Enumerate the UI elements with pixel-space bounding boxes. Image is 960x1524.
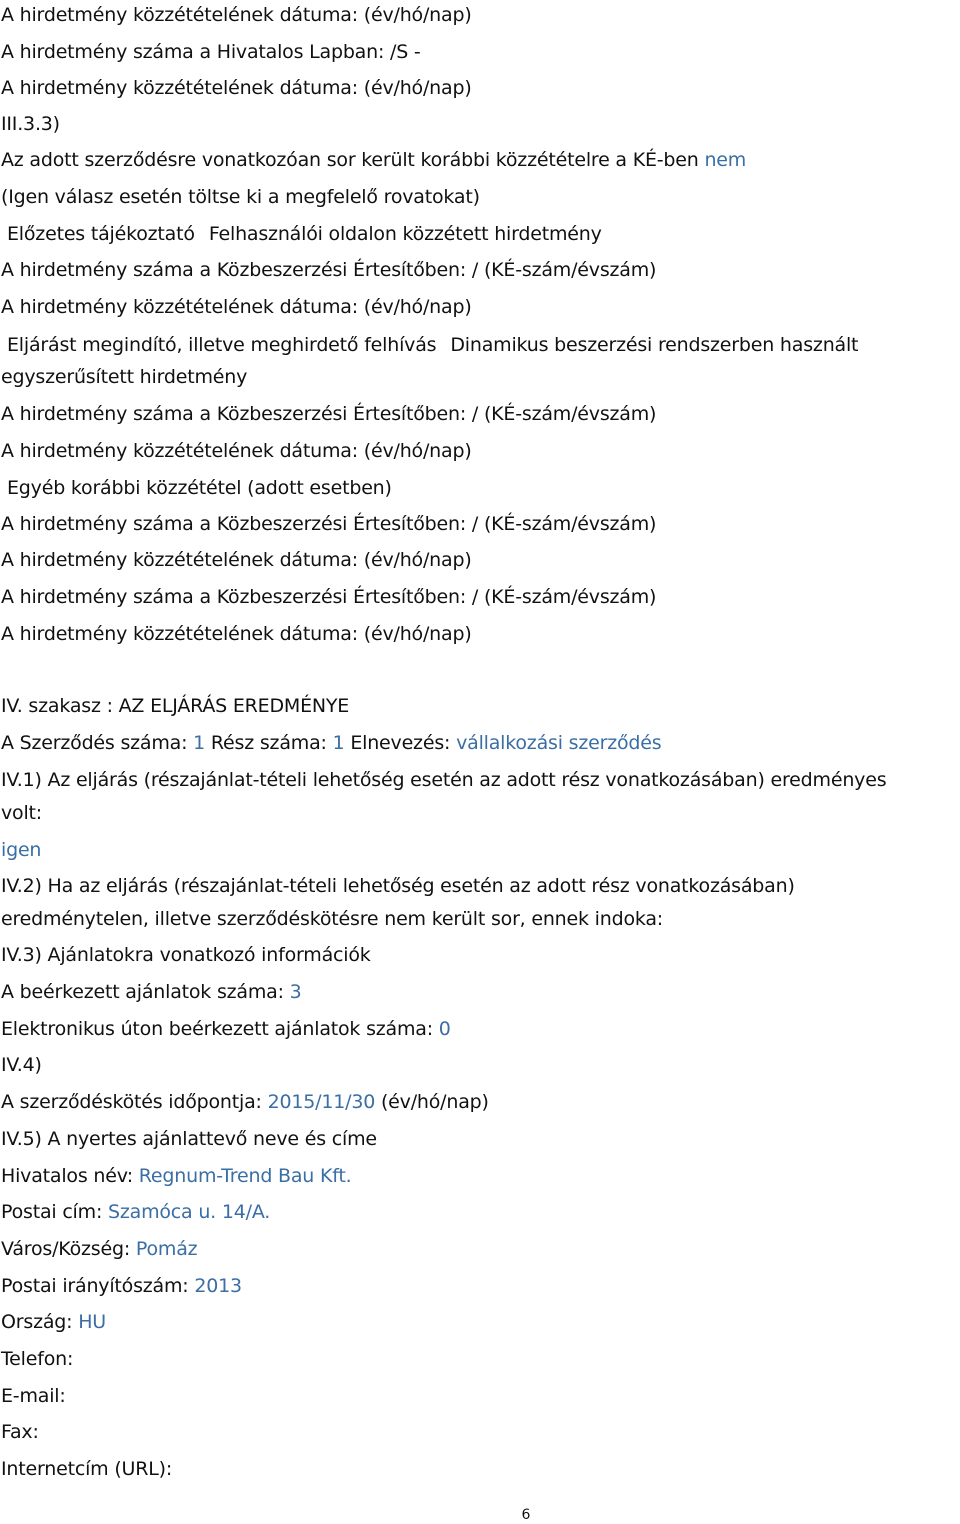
official-name-value: Regnum-Trend Bau Kft.: [138, 1165, 352, 1187]
simplified-notice-line: egyszerűsített hirdetmény: [1, 366, 248, 388]
country-line: [1, 1310, 106, 1334]
dps-notice-label: Dinamikus beszerzési rendszerben használt: [450, 334, 859, 356]
prior-info-types-line: [7, 222, 602, 246]
postal-address-label: Postai cím:: [1, 1201, 103, 1223]
postal-address-value: Szamóca u. 14/A.: [108, 1201, 271, 1223]
notice-date-line: A hirdetmény közzétételének dátuma: (év/hó/nap): [1, 623, 472, 645]
notice-date-line: A hirdetmény közzétételének dátuma: (év/hó/nap): [1, 549, 472, 571]
other-publication-line: Egyéb korábbi közzététel (adott esetben): [7, 477, 392, 499]
oj-notice-number-line: A hirdetmény száma a Hivatalos Lapban: /S -: [1, 41, 421, 63]
iv4-heading: IV.4): [1, 1054, 42, 1076]
postcode-value: 2013: [194, 1275, 242, 1297]
city-label: Város/Község:: [1, 1238, 131, 1260]
page-number: 6: [521, 1507, 531, 1523]
section-iv-heading: IV. szakasz : AZ ELJÁRÁS EREDMÉNYE: [1, 695, 350, 717]
electronic-offers-value: 0: [438, 1018, 451, 1040]
ke-notice-number-line: A hirdetmény száma a Közbeszerzési Értesítőben: / (KÉ-szám/évszám): [1, 403, 657, 425]
iv2-question-line2: eredménytelen, illetve szerződéskötésre nem került sor, ennek indoka:: [1, 908, 663, 930]
iv3-heading: IV.3) Ajánlatokra vonatkozó információk: [1, 944, 371, 966]
part-number-value: 1: [332, 732, 345, 754]
iv2-question-line1: IV.2) Ha az eljárás (részajánlat-tételi lehetőség esetén az adott rész vonatkozásában): [1, 875, 795, 897]
fax-label: Fax:: [1, 1421, 39, 1443]
instruction-line: (Igen válasz esetén töltse ki a megfelelő rovatokat): [1, 186, 480, 208]
notice-date-line: A hirdetmény közzétételének dátuma: (év/hó/nap): [1, 440, 472, 462]
offers-count-line: [1, 980, 302, 1004]
notice-date-line: A hirdetmény közzétételének dátuma: (év/hó/nap): [1, 296, 472, 318]
iv1-question-line2: volt:: [1, 802, 42, 824]
offers-count-value: 3: [289, 981, 302, 1003]
contract-name-label: Elnevezés:: [350, 732, 451, 754]
prior-publication-value: nem: [704, 149, 747, 171]
offers-count-label: A beérkezett ajánlatok száma:: [1, 981, 284, 1003]
prior-publication-line: [1, 148, 746, 172]
notice-date-line: A hirdetmény közzétételének dátuma: (év/hó/nap): [1, 4, 472, 26]
official-name-label: Hivatalos név:: [1, 1165, 133, 1187]
part-number-label: Rész száma:: [210, 732, 327, 754]
city-value: Pomáz: [135, 1238, 198, 1260]
iv1-question-line1: IV.1) Az eljárás (részajánlat-tételi lehetőség esetén az adott rész vonatkozásában) eredményes: [1, 769, 887, 791]
postcode-label: Postai irányítószám:: [1, 1275, 189, 1297]
ke-notice-number-line: A hirdetmény száma a Közbeszerzési Értesítőben: / (KÉ-szám/évszám): [1, 259, 657, 281]
contract-date-value: 2015/11/30: [267, 1091, 376, 1113]
postal-address-line: [1, 1200, 270, 1224]
contract-number-value: 1: [193, 732, 206, 754]
prior-information-label: Előzetes tájékoztató: [7, 223, 195, 245]
prior-publication-label: Az adott szerződésre vonatkozóan sor került korábbi közzétételre a KÉ-ben: [1, 149, 699, 171]
contract-date-label: A szerződéskötés időpontja:: [1, 1091, 262, 1113]
phone-label: Telefon:: [1, 1348, 74, 1370]
contract-number-label: A Szerződés száma:: [1, 732, 188, 754]
contract-date-line: [1, 1090, 489, 1114]
iv1-answer-value: igen: [1, 839, 42, 861]
section-code-iii-3-3: III.3.3): [1, 113, 60, 135]
notice-date-line: A hirdetmény közzétételének dátuma: (év/hó/nap): [1, 77, 472, 99]
url-label: Internetcím (URL):: [1, 1458, 173, 1480]
contract-notice-label: Eljárást megindító, illetve meghirdető felhívás: [7, 334, 437, 356]
official-name-line: [1, 1164, 352, 1188]
email-label: E-mail:: [1, 1385, 66, 1407]
contract-info-line: [1, 731, 661, 755]
ke-notice-number-line: A hirdetmény száma a Közbeszerzési Értesítőben: / (KÉ-szám/évszám): [1, 513, 657, 535]
postcode-line: [1, 1274, 242, 1298]
country-value: HU: [78, 1311, 106, 1333]
city-line: [1, 1237, 197, 1261]
contract-notice-types-line: [7, 333, 858, 357]
buyer-profile-notice-label: Felhasználói oldalon közzétett hirdetmény: [208, 223, 602, 245]
contract-name-value: vállalkozási szerződés: [456, 732, 662, 754]
date-format-hint: (év/hó/nap): [380, 1091, 489, 1113]
ke-notice-number-line: A hirdetmény száma a Közbeszerzési Értesítőben: / (KÉ-szám/évszám): [1, 586, 657, 608]
country-label: Ország:: [1, 1311, 73, 1333]
electronic-offers-line: [1, 1017, 451, 1041]
electronic-offers-label: Elektronikus úton beérkezett ajánlatok száma:: [1, 1018, 433, 1040]
iv5-heading: IV.5) A nyertes ajánlattevő neve és címe: [1, 1128, 377, 1150]
